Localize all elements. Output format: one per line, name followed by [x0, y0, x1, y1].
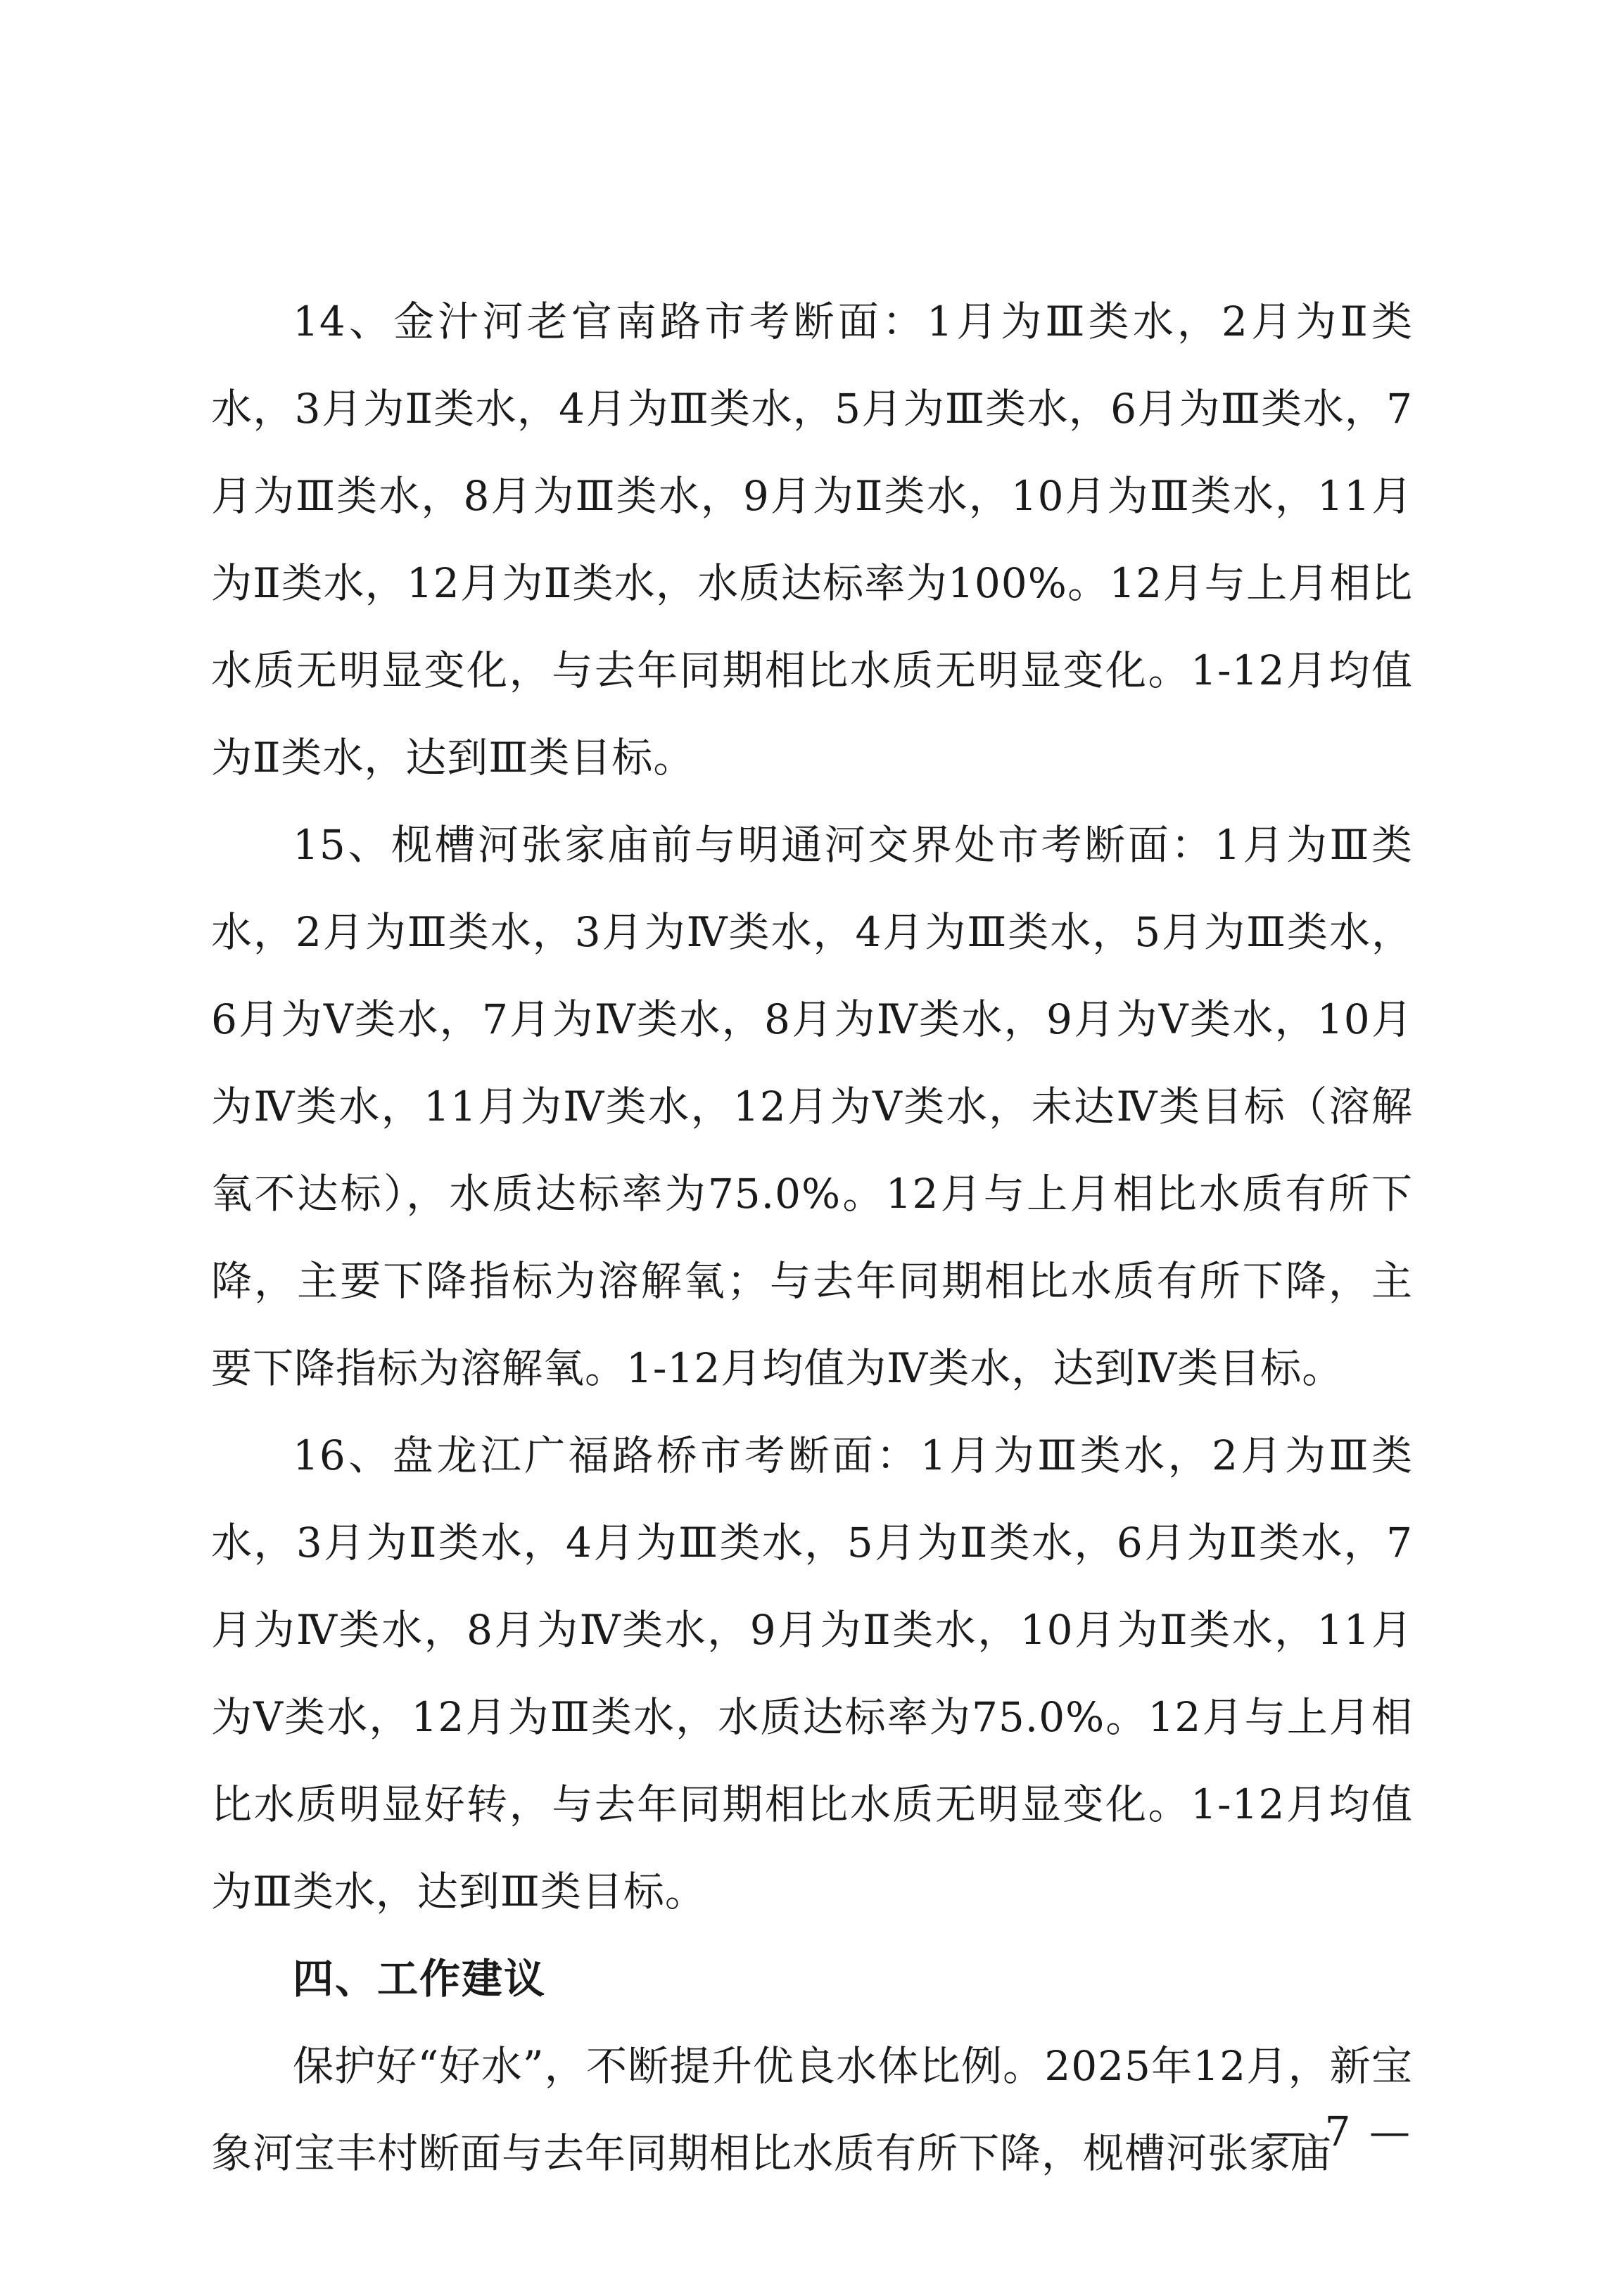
document-body: [211, 278, 1413, 2197]
paragraph-work-suggestion: 保护好“好水”，不断提升优良水体比例。2025年12月，新宝象河宝丰村断面与去年同期相比水质有所下降，枧槽河张家庙: [211, 2042, 1413, 2177]
section-heading: 四、工作建议: [293, 1955, 547, 2003]
page-number: — 7 —: [1265, 2107, 1413, 2155]
paragraph-section-15: 15、枧槽河张家庙前与明通河交界处市考断面：1月为Ⅲ类水，2月为Ⅲ类水，3月为Ⅳ类水，4月为Ⅲ类水，5月为Ⅲ类水，6月为Ⅴ类水，7月为Ⅳ类水，8月为Ⅳ类水，9月为Ⅴ类水，10月为Ⅳ类水，11月为Ⅳ类水，12月为Ⅴ类水，未达Ⅳ类目标（溶解氧不达标），水质达标率为75.0%。12月与上月相比水质有所下降，主要下降指标为溶解氧；与去年同期相比水质有所下降，主要下降指标为溶解氧。1-12月均值为Ⅳ类水，达到Ⅳ类目标。: [211, 821, 1413, 1392]
paragraph-section-16: 16、盘龙江广福路桥市考断面：1月为Ⅲ类水，2月为Ⅲ类水，3月为Ⅱ类水，4月为Ⅲ类水，5月为Ⅱ类水，6月为Ⅱ类水，7月为Ⅳ类水，8月为Ⅳ类水，9月为Ⅱ类水，10月为Ⅱ类水，11月为Ⅴ类水，12月为Ⅲ类水，水质达标率为75.0%。12月与上月相比水质明显好转，与去年同期相比水质无明显变化。1-12月均值为Ⅲ类水，达到Ⅲ类目标。: [211, 1431, 1413, 1915]
paragraph-section-14: 14、金汁河老官南路市考断面：1月为Ⅲ类水，2月为Ⅱ类水，3月为Ⅱ类水，4月为Ⅲ类水，5月为Ⅲ类水，6月为Ⅲ类水，7月为Ⅲ类水，8月为Ⅲ类水，9月为Ⅱ类水，10月为Ⅲ类水，11月为Ⅱ类水，12月为Ⅱ类水，水质达标率为100%。12月与上月相比水质无明显变化，与去年同期相比水质无明显变化。1-12月均值为Ⅱ类水，达到Ⅲ类目标。: [211, 298, 1413, 782]
